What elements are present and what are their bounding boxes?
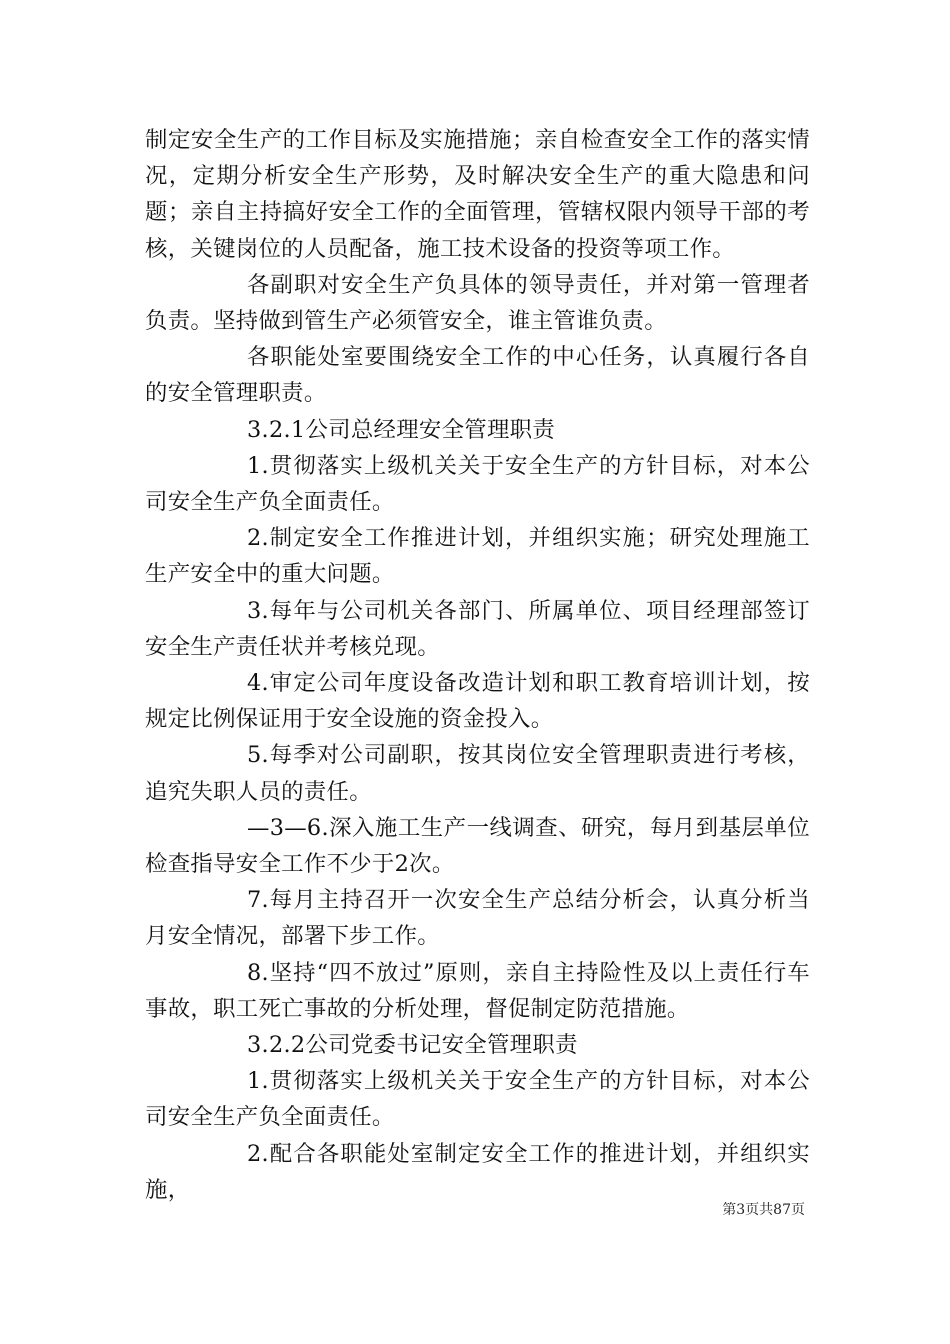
list-item-7: 7.每月主持召开一次安全生产总结分析会，认真分析当月安全情况，部署下步工作。 — [145, 887, 810, 950]
list-item-3: 3.每年与公司机关各部门、所属单位、项目经理部签订安全生产责任状并考核兑现。 — [145, 597, 810, 660]
list-item-4: 4.审定公司年度设备改造计划和职工教育培训计划，按规定比例保证用于安全设施的资金投入。 — [145, 670, 810, 733]
list-item-5: 5.每季对公司副职，按其岗位安全管理职责进行考核，追究失职人员的责任。 — [145, 742, 810, 805]
paragraph-continuation: 制定安全生产的工作目标及实施措施；亲自检查安全工作的落实情况，定期分析安全生产形势，及时解决安全生产的重大隐患和问题；亲自主持搞好安全工作的全面管理，管辖权限内领导干部的考核，关键岗位的人员配备，施工技术设备的投资等项工作。 — [145, 127, 810, 262]
list-item-8: 8.坚持“四不放过”原则，亲自主持险性及以上责任行车事故，职工死亡事故的分析处理，督促制定防范措施。 — [145, 959, 810, 1022]
paragraph-deputy-responsibility: 各副职对安全生产负具体的领导责任，并对第一管理者负责。坚持做到管生产必须管安全，谁主管谁负责。 — [145, 271, 810, 335]
page-number-footer: 第3页共87页 — [722, 1202, 805, 1218]
list-item-6: —3—6.深入施工生产一线调查、研究，每月到基层单位检查指导安全工作不少于2次。 — [145, 814, 810, 878]
section-heading-3-2-2: 3.2.2公司党委书记安全管理职责 — [247, 1032, 578, 1059]
section-heading-3-2-1: 3.2.1公司总经理安全管理职责 — [247, 416, 556, 443]
list-item-1: 1.贯彻落实上级机关关于安全生产的方针目标，对本公司安全生产负全面责任。 — [145, 452, 810, 516]
list-item-2-party-secretary: 2.配合各职能处室制定安全工作的推进计划，并组织实施， — [145, 1140, 810, 1203]
list-item-2: 2.制定安全工作推进计划，并组织实施；研究处理施工生产安全中的重大问题。 — [145, 525, 810, 588]
paragraph-departments-responsibility: 各职能处室要围绕安全工作的中心任务，认真履行各自的安全管理职责。 — [145, 344, 810, 407]
list-item-1-party-secretary: 1.贯彻落实上级机关关于安全生产的方针目标，对本公司安全生产负全面责任。 — [145, 1068, 810, 1131]
document-body — [145, 122, 810, 1208]
